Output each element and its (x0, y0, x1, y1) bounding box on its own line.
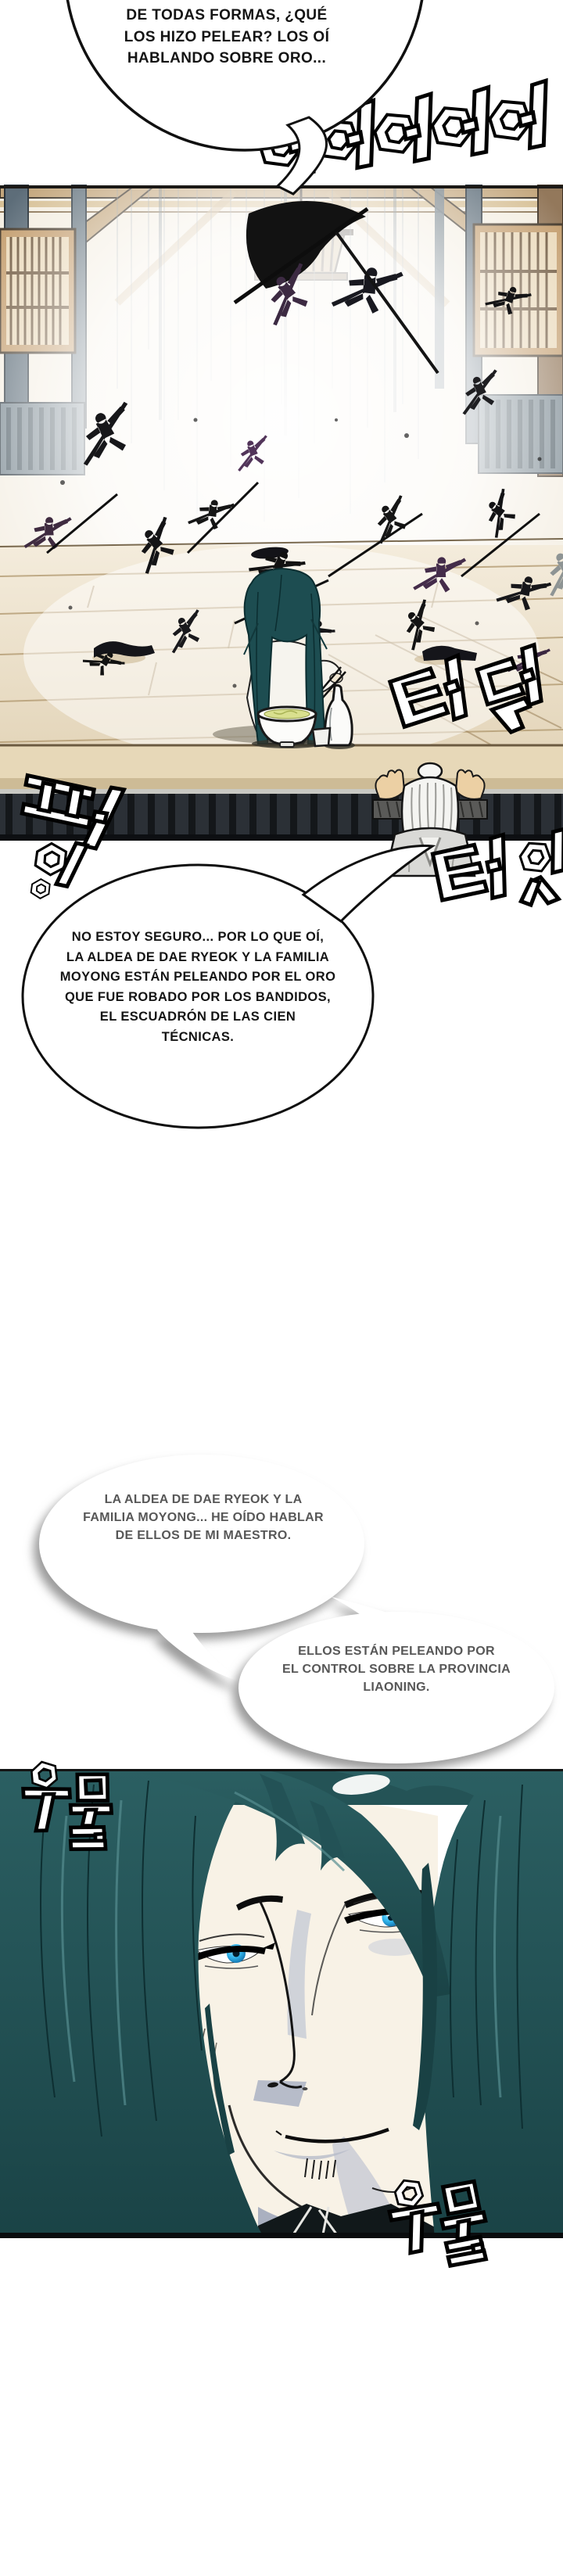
sfx-tadak (385, 657, 553, 762)
speech-bubble-reply-text: NO ESTOY SEGURO... POR LO QUE OÍ, LA ALDEA DE DAE RYEOK Y LA FAMILIA MOYONG ESTÁN PELEANDO POR EL ORO QUE FUE ROBADO POR LOS BANDIDOS, EL ESCUADRÓN DE LAS CIEN TÉCNICAS. (59, 930, 336, 1044)
thought-bubble-2-text: ELLOS ESTÁN PELEANDO POR EL CONTROL SOBRE LA PROVINCIA LIAONING. (282, 1645, 511, 1695)
speech-bubble-top-text: DE TODAS FORMAS, ¿QUÉ LOS HIZO PELEAR? LOS OÍ HABLANDO SOBRE ORO... (124, 7, 330, 67)
sfx-mumble-top (19, 1745, 144, 1855)
thought-bubble-1-text: LA ALDEA DE DAE RYEOK Y LA FAMILIA MOYONG... HE OÍDO HABLAR DE ELLOS DE MI MAESTRO. (83, 1493, 324, 1543)
sfx-mumble-bottom (368, 2176, 551, 2273)
